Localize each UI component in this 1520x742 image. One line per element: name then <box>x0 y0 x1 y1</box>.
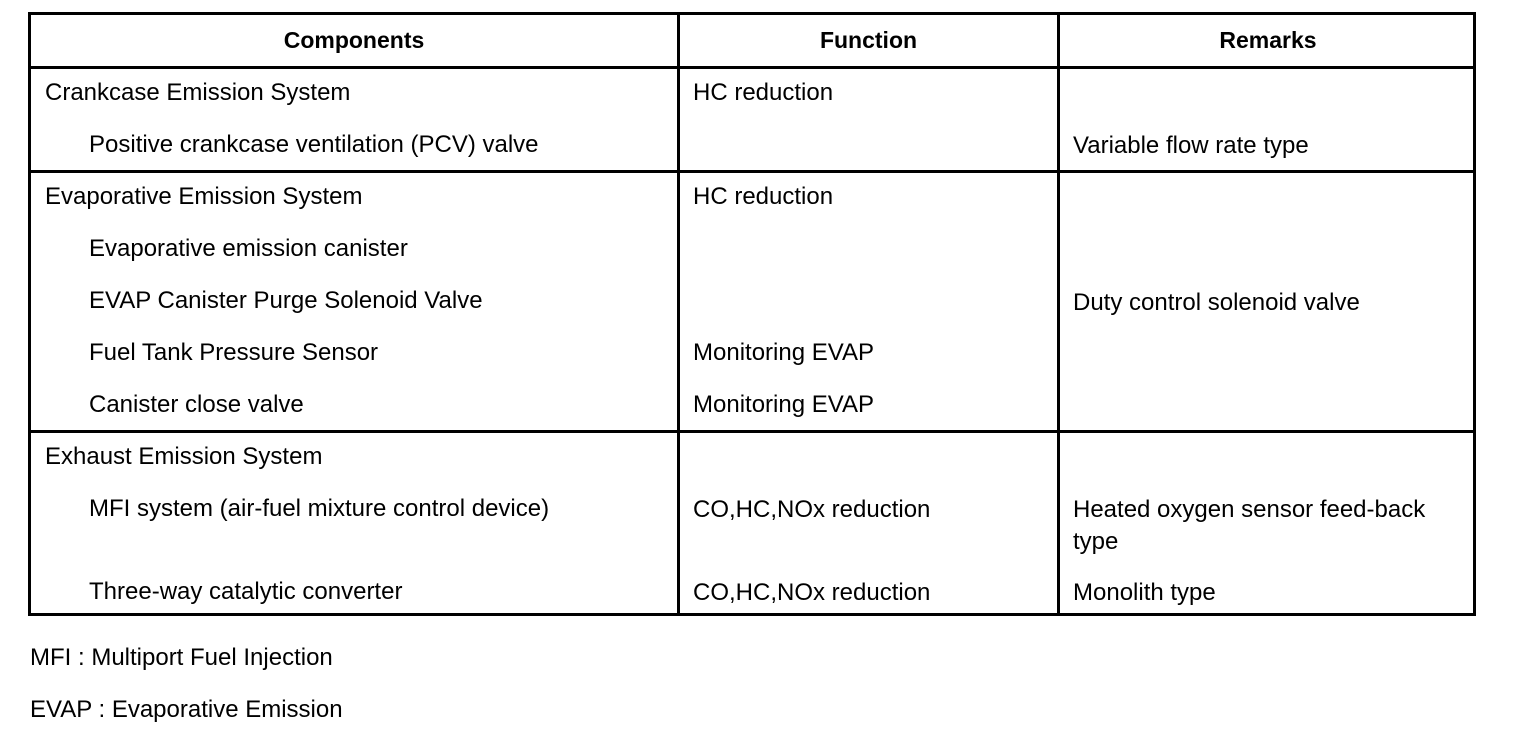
remarks-cell: Monolith type <box>1073 579 1216 606</box>
function-cell: HC reduction <box>693 183 834 210</box>
component-cell: Three-way catalytic converter <box>89 578 403 605</box>
component-cell: Exhaust Emission System <box>45 443 323 470</box>
component-cell: Positive crankcase ventilation (PCV) valve <box>89 131 539 158</box>
remarks-cell: Heated oxygen sensor feed-back type <box>1073 496 1426 555</box>
component-cell: MFI system (air-fuel mixture control device) <box>89 495 550 522</box>
header-divider <box>31 66 1473 69</box>
remarks-cell: Duty control solenoid valve <box>1073 289 1360 316</box>
function-cell: Monitoring EVAP <box>693 339 874 366</box>
column-divider <box>677 15 680 613</box>
footnote-evap: EVAP : Evaporative Emission <box>30 696 343 723</box>
emission-components-table <box>28 12 1476 616</box>
column-divider <box>1057 15 1060 613</box>
component-cell: Crankcase Emission System <box>45 79 351 106</box>
component-cell: Canister close valve <box>89 391 304 418</box>
header-components: Components <box>283 27 425 53</box>
group-divider <box>31 430 1473 433</box>
function-cell: CO,HC,NOx reduction <box>693 496 931 523</box>
component-cell: EVAP Canister Purge Solenoid Valve <box>89 287 483 314</box>
group-divider <box>31 170 1473 173</box>
function-cell: Monitoring EVAP <box>693 391 874 418</box>
remarks-cell: Variable flow rate type <box>1073 132 1309 159</box>
function-cell: CO,HC,NOx reduction <box>693 579 931 606</box>
footnote-mfi: MFI : Multiport Fuel Injection <box>30 644 333 671</box>
component-cell: Evaporative Emission System <box>45 183 363 210</box>
function-cell: HC reduction <box>693 79 834 106</box>
component-cell: Fuel Tank Pressure Sensor <box>89 339 379 366</box>
component-cell: Evaporative emission canister <box>89 235 408 262</box>
header-function: Function <box>819 27 918 53</box>
header-remarks: Remarks <box>1219 27 1317 53</box>
